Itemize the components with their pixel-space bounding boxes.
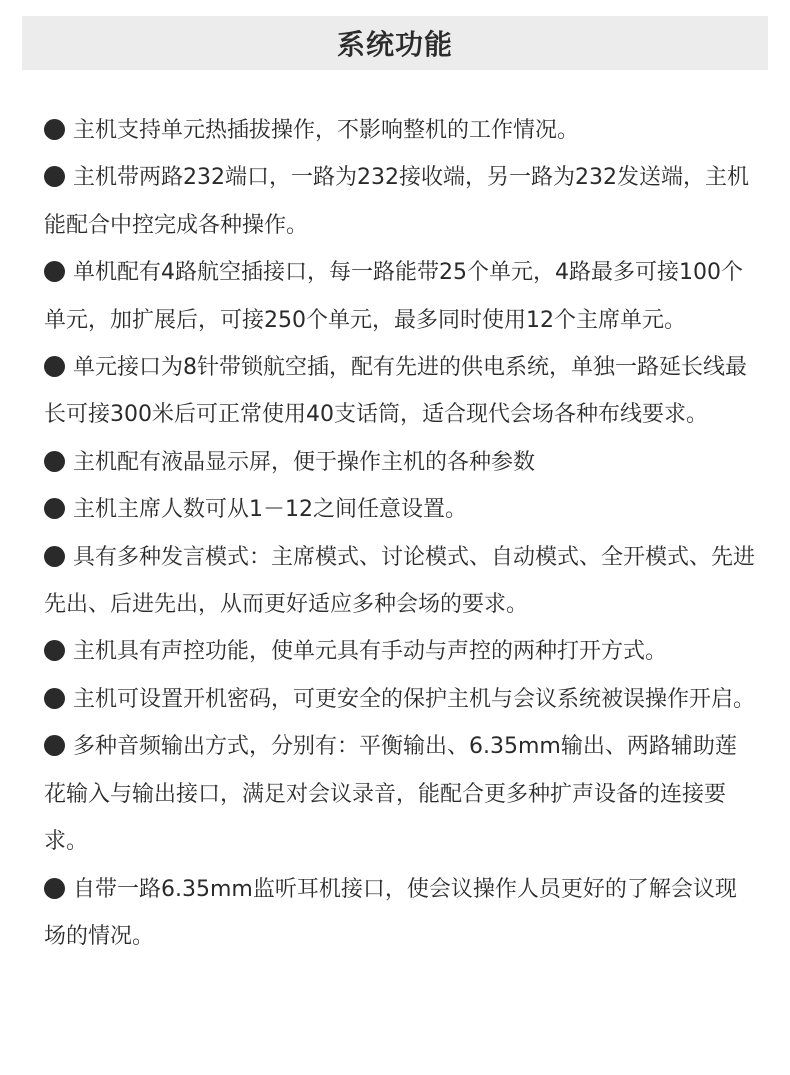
feature-text: 多种音频输出方式，分别有：平衡输出、6.35mm输出、两路辅助莲花输入与输出接口，满足对会议录音，能配合更多种扩声设备的连接要求。 — [44, 734, 737, 855]
feature-item — [44, 723, 756, 865]
feature-item — [44, 107, 756, 154]
feature-text: 主机具有声控功能，使单元具有手动与声控的两种打开方式。 — [73, 639, 668, 665]
section-header — [22, 16, 768, 70]
feature-item — [44, 866, 756, 961]
feature-text: 主机可设置开机密码，可更安全的保护主机与会议系统被误操作开启。 — [73, 686, 756, 712]
bullet-icon — [44, 688, 65, 709]
feature-item — [44, 486, 756, 533]
feature-item — [44, 676, 756, 723]
section-title: 系统功能 — [336, 28, 453, 61]
bullet-icon — [44, 498, 65, 519]
bullet-icon — [44, 166, 65, 187]
bullet-icon — [44, 546, 65, 567]
feature-item — [44, 249, 756, 344]
feature-item — [44, 534, 756, 629]
feature-text: 主机配有液晶显示屏，便于操作主机的各种参数 — [73, 449, 536, 475]
bullet-icon — [44, 356, 65, 377]
bullet-icon — [44, 119, 65, 140]
bullet-icon — [44, 451, 65, 472]
feature-text: 具有多种发言模式：主席模式、讨论模式、自动模式、全开模式、先进先出、后进先出，从而更好适应多种会场的要求。 — [44, 544, 756, 618]
feature-text: 主机支持单元热插拔操作，不影响整机的工作情况。 — [73, 118, 580, 143]
bullet-icon — [44, 261, 65, 282]
bullet-icon — [44, 735, 65, 756]
bullet-icon — [44, 640, 65, 661]
feature-text: 单机配有4路航空插接口，每一路能带25个单元，4路最多可接100个单元，加扩展后，可接250个单元，最多同时使用12个主席单元。 — [44, 260, 743, 333]
feature-text: 主机主席人数可从1－12之间任意设置。 — [73, 497, 467, 523]
feature-item — [44, 154, 756, 249]
feature-item — [44, 344, 756, 439]
feature-text: 自带一路6.35mm监听耳机接口，使会议操作人员更好的了解会议现场的情况。 — [44, 876, 737, 949]
feature-text: 主机带两路232端口，一路为232接收端，另一路为232发送端，主机能配合中控完成各种操作。 — [44, 165, 749, 238]
feature-text: 单元接口为8针带锁航空插，配有先进的供电系统，单独一路延长线最长可接300米后可正常使用40支话筒，适合现代会场各种布线要求。 — [44, 355, 747, 428]
feature-list — [44, 107, 756, 960]
feature-item — [44, 628, 756, 675]
bullet-icon — [44, 878, 65, 899]
feature-item — [44, 439, 756, 486]
